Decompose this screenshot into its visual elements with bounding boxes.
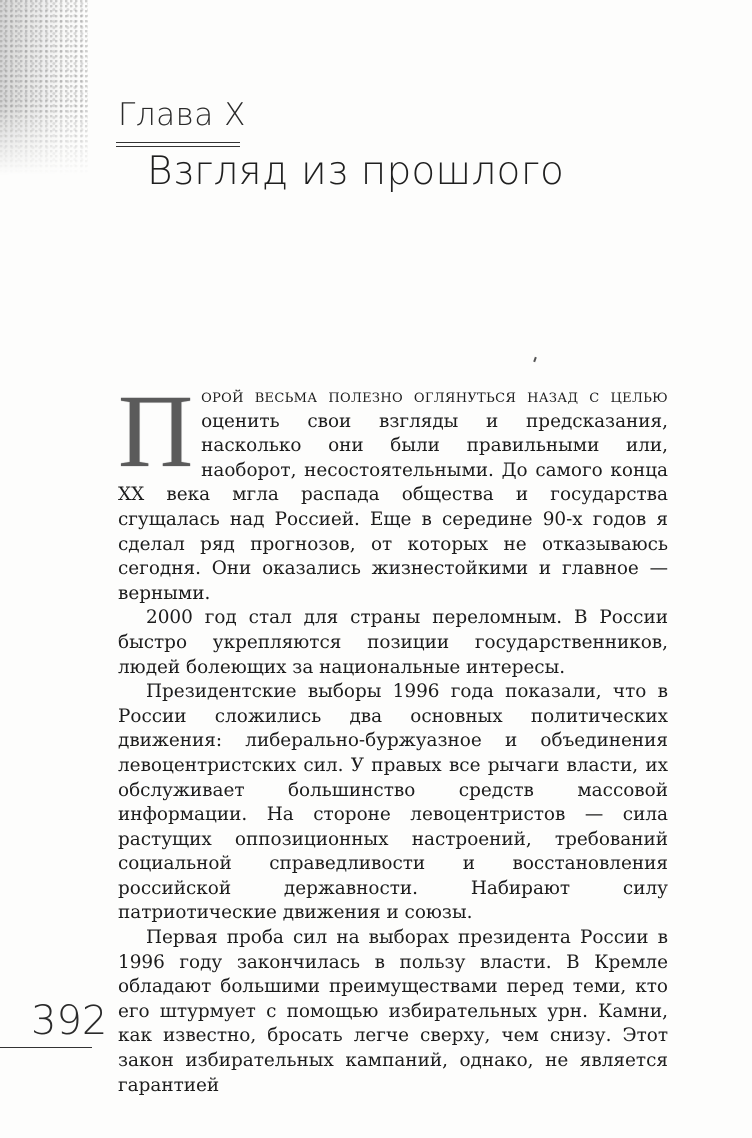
chapter-rule-bottom [116, 146, 240, 147]
paragraph-1 [118, 374, 668, 606]
chapter-body [118, 374, 668, 1098]
page-number-rule [0, 1047, 92, 1048]
paragraph-2: 2000 год стал для страны переломным. В России быстро укрепляются позиции государственников, людей болеющих за национальные интересы. [118, 607, 668, 678]
paragraph-4: Первая проба сил на выборах президента России в 1996 году закончилась в пользу власти. В Кремле обладают большими преимуществами перед теми, кто его штурмует с помощью избирательных урн. Камни, как известно, бросать легче сверху, чем снизу. Этот закон избирательных кампаний, однако, не является гарантией [118, 927, 668, 1096]
scan-edge-shadow [0, 0, 88, 175]
chapter-rule-top [116, 142, 240, 143]
chapter-label: Глава X [118, 97, 246, 133]
lead-in-smallcaps: орой весьма полезно оглянуться назад с целью [201, 386, 668, 407]
drop-cap: П [118, 374, 194, 489]
page-number: 392 [31, 998, 108, 1044]
paragraph-3: Президентские выборы 1996 года показали, что в России сложились два основных политических движения: либерально-буржуазное и объединения левоцентристских сил. У правых все рычаги власти, их обслуживает большинство средств массовой информации. На стороне левоцентристов — сила растущих оппозиционных настроений, требований социальной справедливости и восстановления российской державности. Набирают силу патриотические движения и союзы. [118, 681, 668, 924]
scan-speck [533, 357, 537, 362]
chapter-title: Взгляд из прошлого [147, 149, 565, 194]
paragraph-1-text: оценить свои взгляды и предсказания, насколько они были правильными или, наоборот, несостоятельными. До самого конца XX века мгла распада общества и государства сгущалась над Россией. Еще в середине 90-х годов я сделал ряд прогнозов, от которых не отказываюсь сегодня. Они оказались жизнестойкими и главное — верными. [118, 410, 668, 604]
